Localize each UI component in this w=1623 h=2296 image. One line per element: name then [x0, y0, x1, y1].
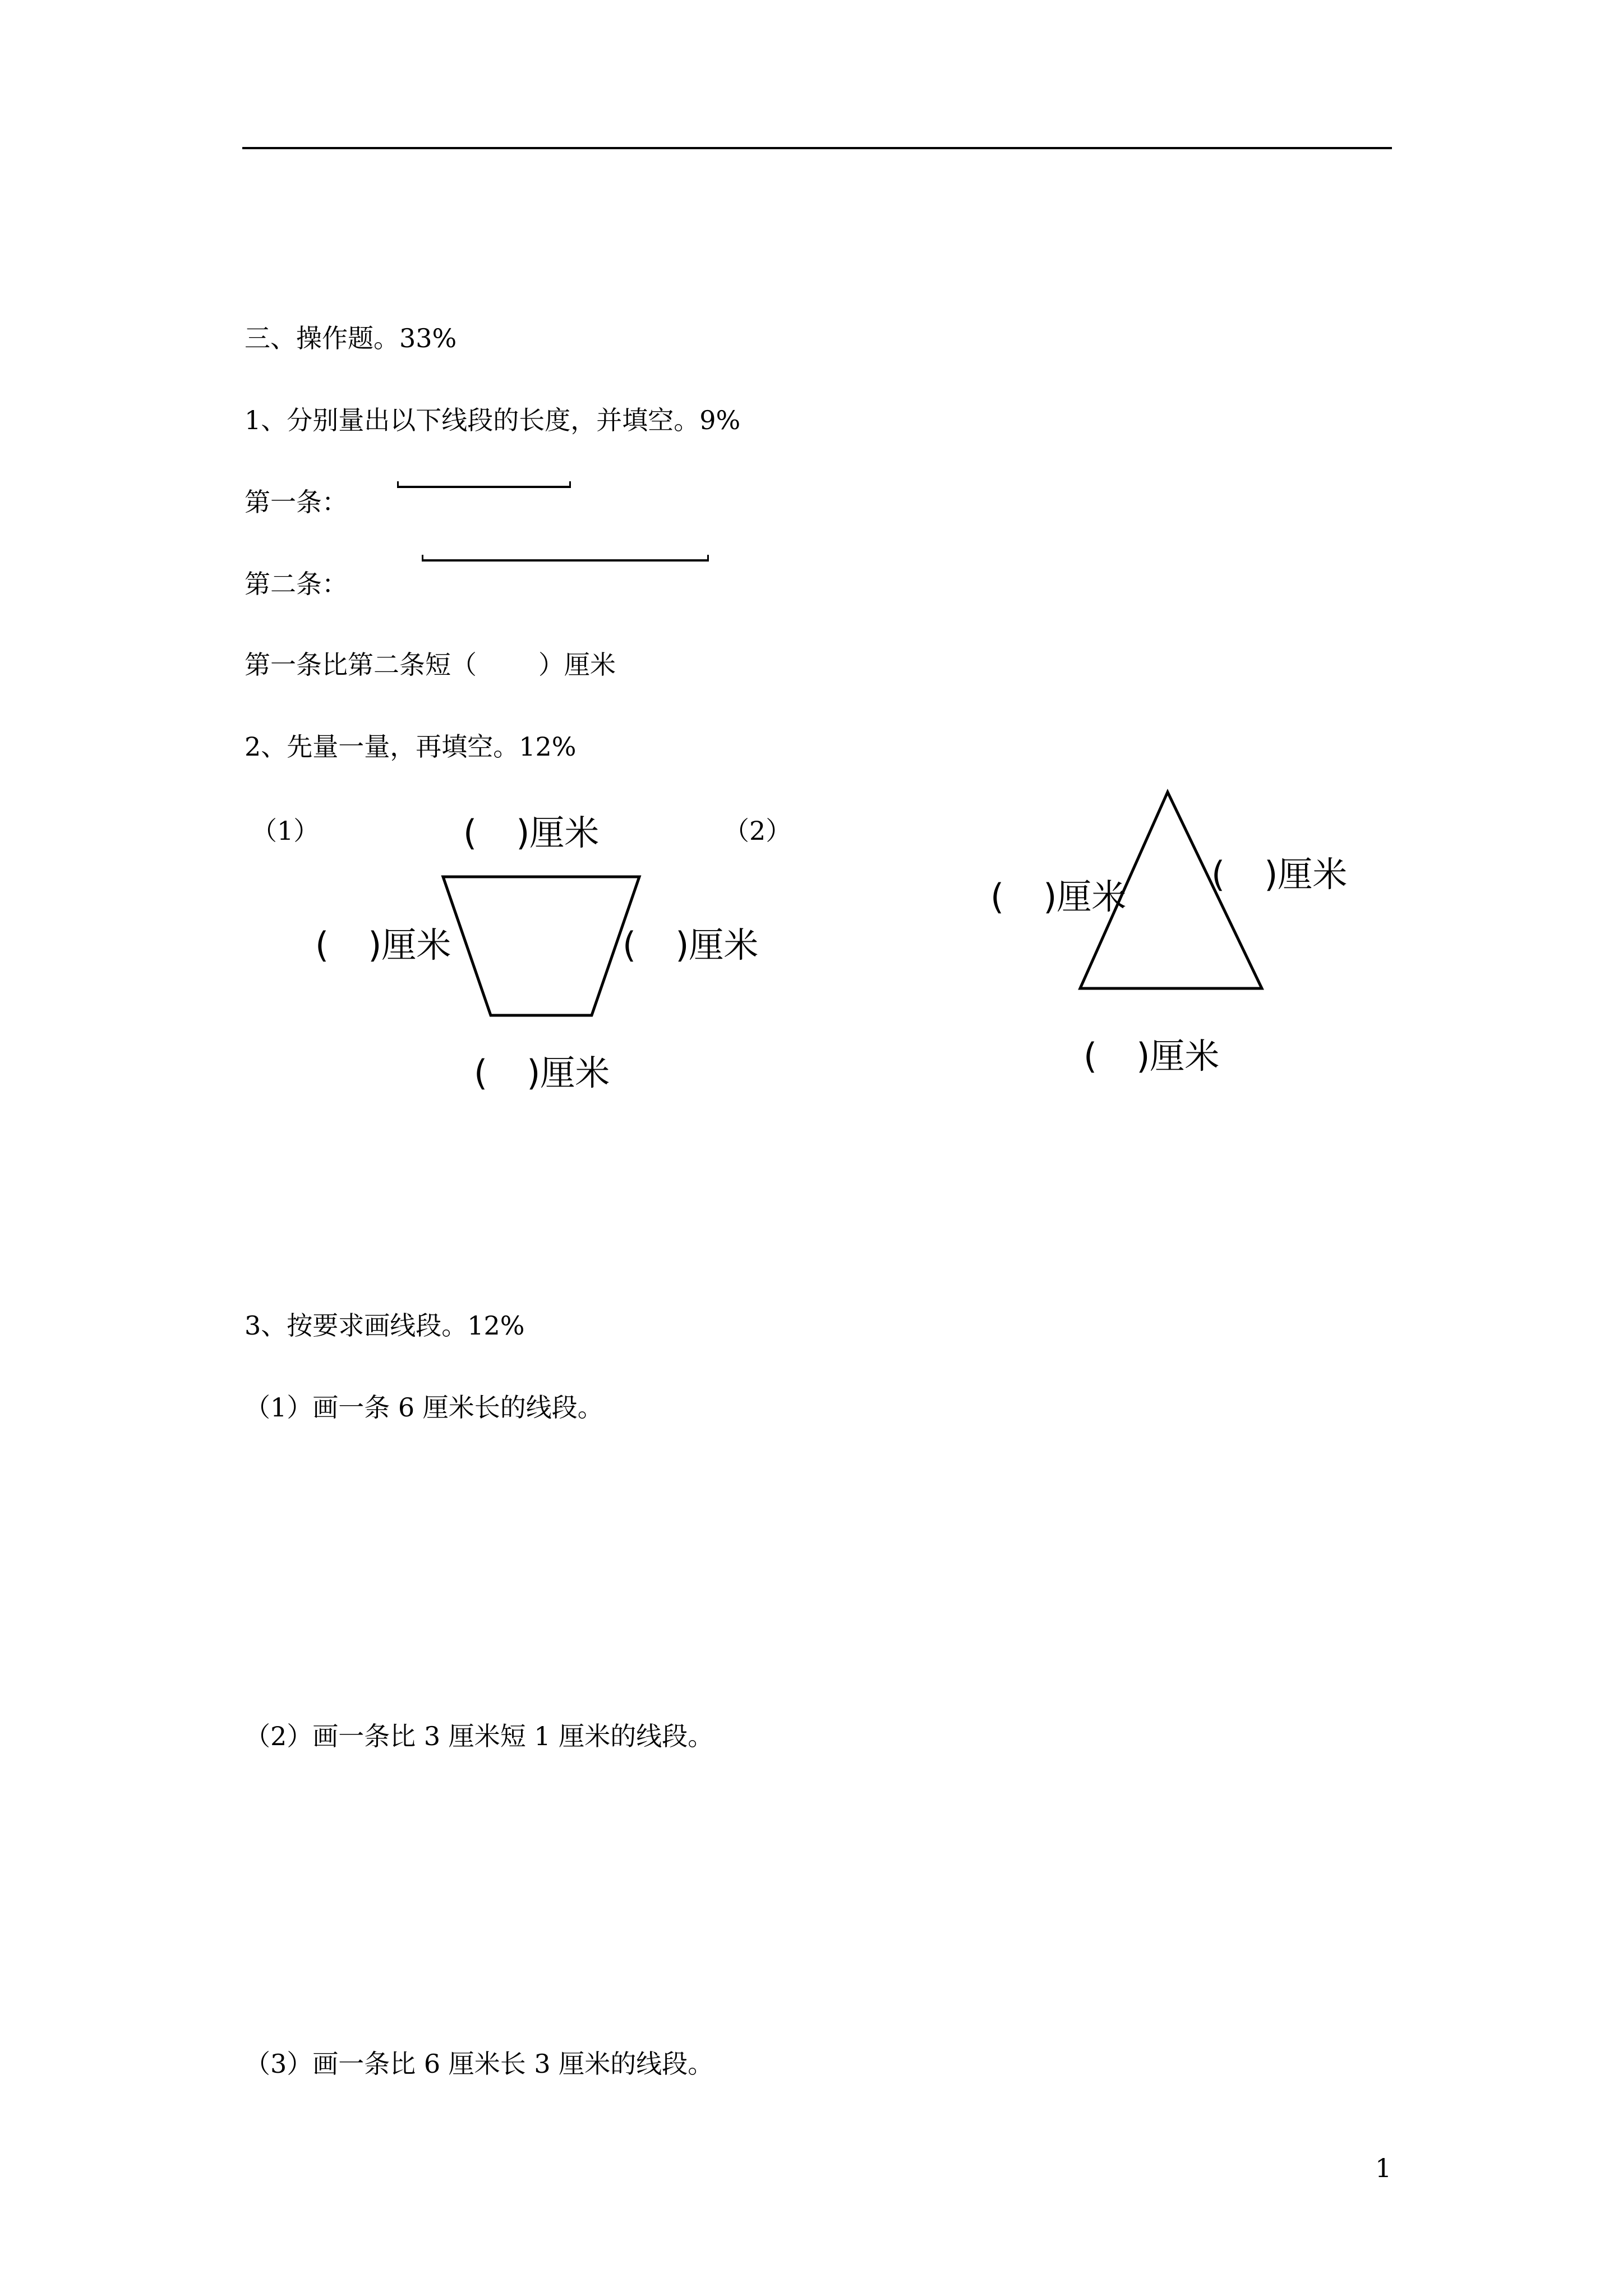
trapezoid-left-blank[interactable]: ( )厘米 [315, 924, 451, 965]
trapezoid-top-blank[interactable]: ( )厘米 [463, 812, 600, 853]
triangle-left-blank[interactable]: ( )厘米 [990, 876, 1127, 917]
q1-line1-label: 第一条： [245, 487, 348, 517]
q3-item-3: （3）画一条比 6 厘米长 3 厘米的线段。 [245, 2049, 714, 2079]
q2-title: 2、先量一量，再填空。12% [245, 731, 577, 762]
triangle-bottom-blank[interactable]: ( )厘米 [1083, 1036, 1220, 1076]
trapezoid-bottom-blank[interactable]: ( )厘米 [474, 1052, 610, 1093]
q2-figure-2-label: （2） [723, 816, 792, 846]
q1-title: 1、分别量出以下线段的长度，并填空。9% [245, 405, 741, 435]
q2-figure-1-label: （1） [251, 816, 320, 846]
q3-title: 3、按要求画线段。12% [245, 1310, 525, 1341]
q1-compare-suffix: ）厘米 [538, 650, 616, 680]
q3-item-1: （1）画一条 6 厘米长的线段。 [245, 1392, 603, 1423]
triangle-right-blank[interactable]: ( )厘米 [1211, 854, 1348, 895]
q1-compare-prefix: 第一条比第二条短（ [245, 650, 477, 680]
section-title: 三、操作题。33% [245, 323, 457, 353]
trapezoid-right-blank[interactable]: ( )厘米 [623, 924, 759, 965]
trapezoid-shape [443, 877, 639, 1015]
q1-line2-label: 第二条： [245, 569, 348, 599]
q3-item-2: （2）画一条比 3 厘米短 1 厘米的线段。 [245, 1721, 714, 1751]
page-number: 1 [1375, 2153, 1392, 2183]
